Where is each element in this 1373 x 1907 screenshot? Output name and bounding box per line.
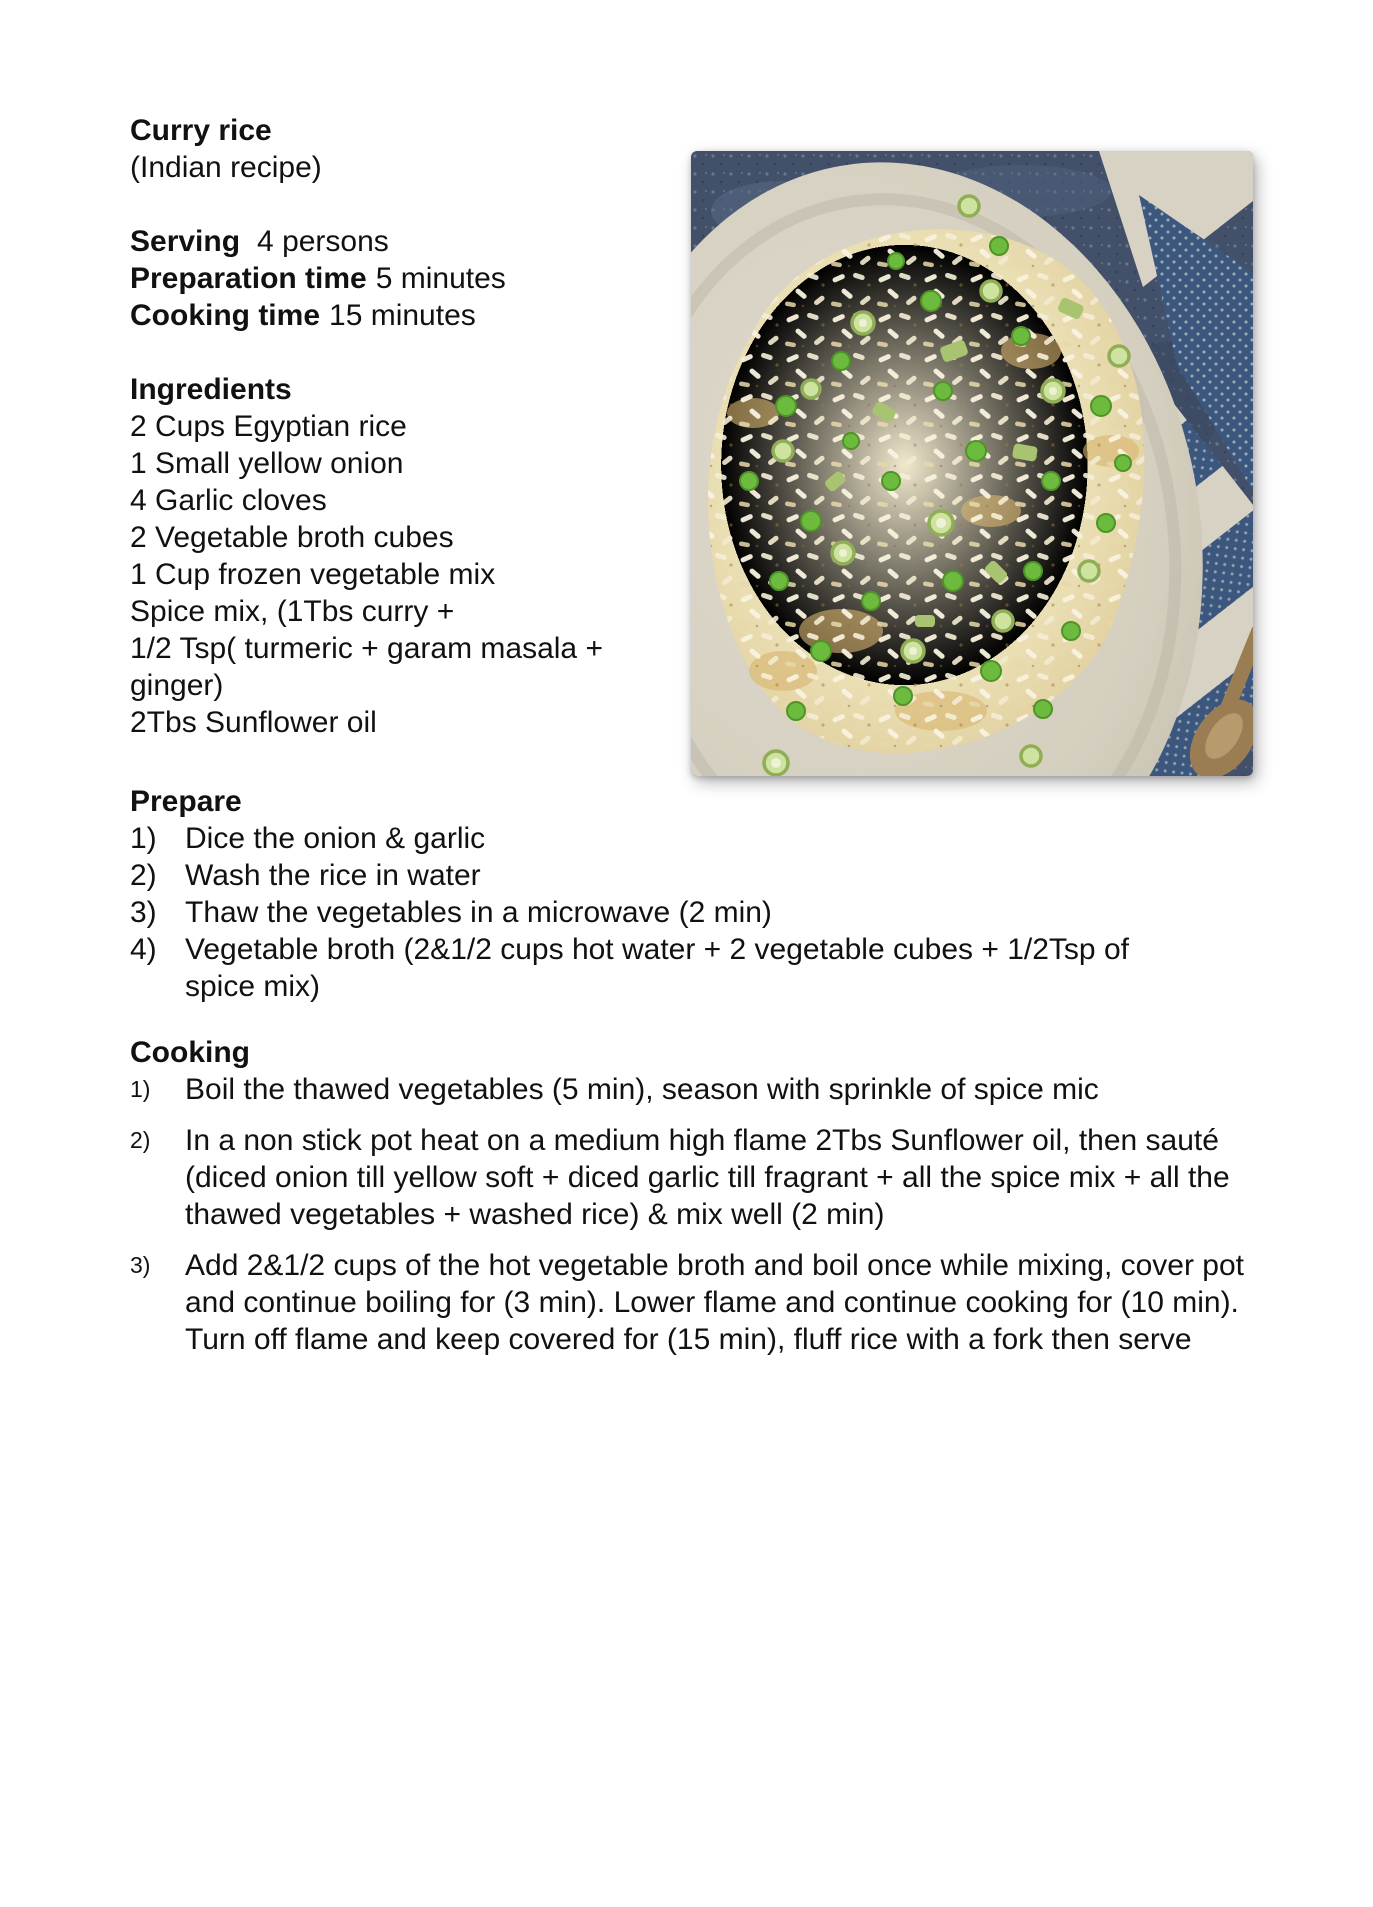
recipe-subtitle: (Indian recipe) bbox=[130, 151, 322, 184]
ingredient-line: 2 Cups Egyptian rice bbox=[130, 410, 407, 443]
step-text: Add 2&1/2 cups of the hot vegetable broth and boil once while mixing, cover pot and continue boiling for (3 min). Lower flame and continue cooking for (10 min). Turn off flame and keep covered for (15 min), fluff rice with a fork then serve bbox=[185, 1249, 1245, 1356]
prepare-heading: Prepare bbox=[130, 785, 242, 818]
spacer bbox=[130, 1005, 1250, 1034]
prepare-step bbox=[130, 857, 1160, 894]
ingredient-line: 1/2 Tsp( turmeric + garam masala + bbox=[130, 632, 603, 665]
cooking-heading: Cooking bbox=[130, 1036, 250, 1069]
step-number: 3) bbox=[130, 896, 157, 929]
step-number: 1) bbox=[130, 1076, 151, 1102]
prepare-step bbox=[130, 820, 1160, 857]
step-text: Thaw the vegetables in a microwave (2 min) bbox=[185, 896, 772, 929]
cooking-list bbox=[130, 1071, 1250, 1358]
recipe-title: Curry rice bbox=[130, 114, 272, 147]
prepare-list bbox=[130, 820, 1160, 1005]
curry-rice-bowl-illustration bbox=[691, 151, 1253, 776]
ingredient-line: 2 Vegetable broth cubes bbox=[130, 521, 454, 554]
step-number: 2) bbox=[130, 1127, 151, 1153]
step-text: In a non stick pot heat on a medium high flame 2Tbs Sunflower oil, then sauté (diced onion till yellow soft + diced garlic till fragrant + all the spice mix + all the thawed vegetables + washed rice) & mix well (2 min) bbox=[185, 1124, 1230, 1231]
ingredient-line: 1 Small yellow onion bbox=[130, 447, 404, 480]
meta-serving-value: 4 persons bbox=[257, 225, 389, 258]
prepare-step bbox=[130, 894, 1160, 931]
step-number: 3) bbox=[130, 1252, 151, 1278]
meta-prep-time-value: 5 minutes bbox=[375, 262, 506, 295]
prepare-step bbox=[130, 931, 1160, 1005]
cooking-step bbox=[130, 1247, 1250, 1358]
step-number: 4) bbox=[130, 933, 157, 966]
step-text: Wash the rice in water bbox=[185, 859, 481, 892]
ingredient-line: ginger) bbox=[130, 669, 224, 702]
ingredients-heading: Ingredients bbox=[130, 373, 292, 406]
step-text: Dice the onion & garlic bbox=[185, 822, 486, 855]
meta-cook-time-label: Cooking time bbox=[130, 299, 321, 332]
step-text: Boil the thawed vegetables (5 min), season with sprinkle of spice mic bbox=[185, 1073, 1099, 1106]
step-number: 2) bbox=[130, 859, 157, 892]
recipe-photo bbox=[691, 151, 1253, 776]
step-number: 1) bbox=[130, 822, 157, 855]
ingredient-line: 4 Garlic cloves bbox=[130, 484, 327, 517]
step-text: Vegetable broth (2&1/2 cups hot water + 2 vegetable cubes + 1/2Tsp of spice mix) bbox=[185, 933, 1129, 1003]
meta-serving-label: Serving bbox=[130, 225, 241, 258]
cooking-step bbox=[130, 1122, 1250, 1233]
ingredient-line: 1 Cup frozen vegetable mix bbox=[130, 558, 496, 591]
ingredient-line: 2Tbs Sunflower oil bbox=[130, 706, 377, 739]
meta-cook-time-value: 15 minutes bbox=[329, 299, 476, 332]
cooking-step bbox=[130, 1071, 1250, 1108]
meta-prep-time-label: Preparation time bbox=[130, 262, 367, 295]
ingredient-line: Spice mix, (1Tbs curry + bbox=[130, 595, 455, 628]
